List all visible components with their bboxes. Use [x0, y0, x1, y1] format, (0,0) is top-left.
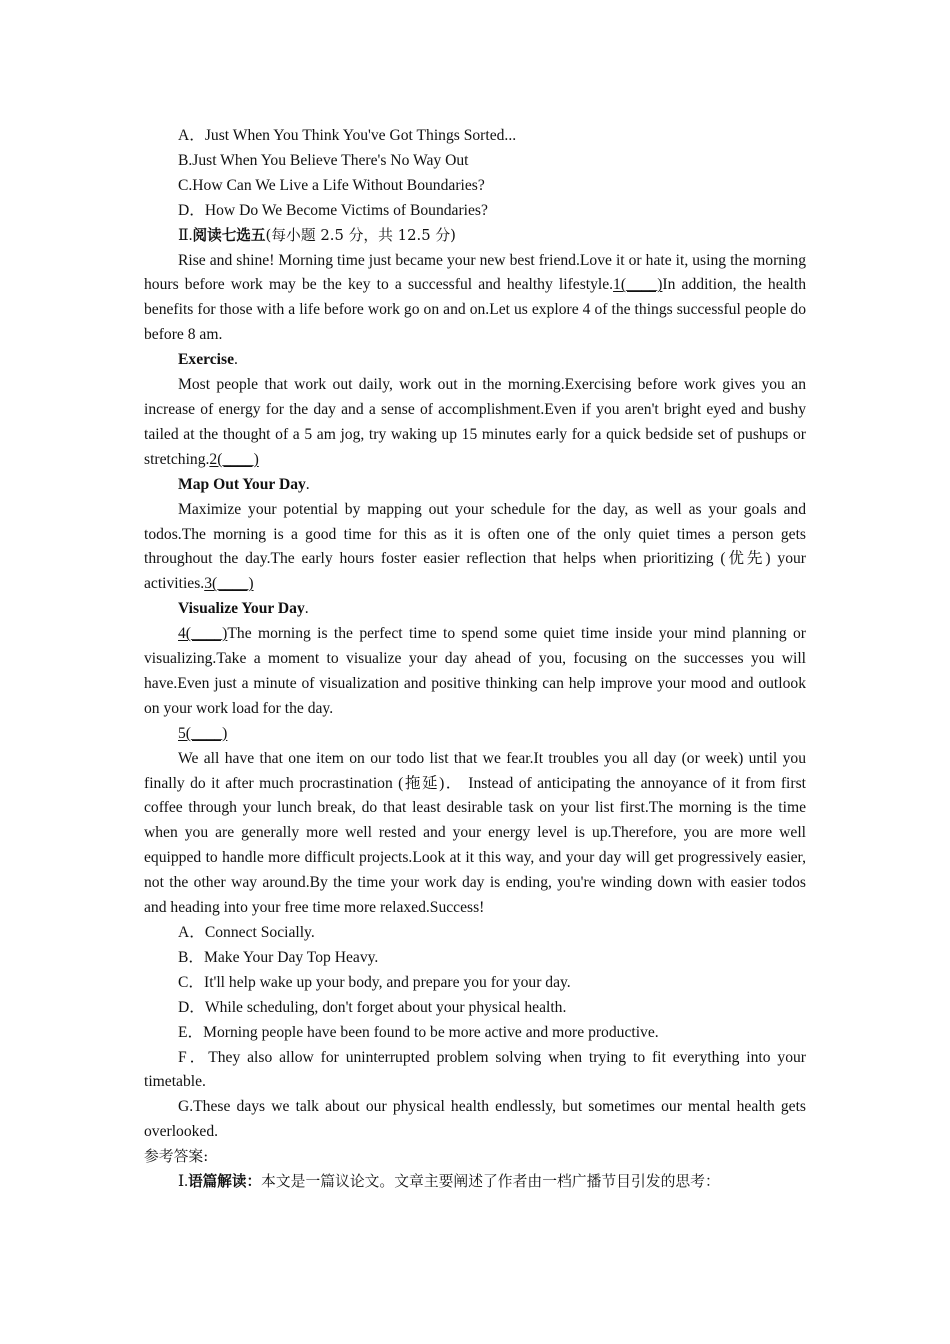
- visualize-heading-punct: .: [304, 600, 309, 618]
- answer-text: 本文是一篇议论文。文章主要阐述了作者由一档广播节目引发的思考：: [261, 1173, 720, 1191]
- section-prefix: Ⅱ.: [178, 226, 193, 244]
- option-e: E．Morning people have been found to be more active and more productive.: [178, 1023, 659, 1041]
- option-f: F．They also allow for uninterrupted problem solving when trying to fit everything into your timetable.: [144, 1048, 806, 1091]
- prev-option-b: B.Just When You Believe There's No Way Out: [178, 151, 469, 169]
- exercise-text: Most people that work out daily, work out in the morning.Exercising before work gives you an increase of energy for the day and a sense of accomplishment.Even if you aren't bright eyed and bushy tailed at the thought of a 5 am jog, try waking up 15 minutes early for a quick bedside set of pushups or stretching.: [144, 376, 806, 468]
- todo-paragraph: We all have that one item on our todo list that we fear.It troubles you all day (or week) until you finally do it after much procrastination (拖延)． Instead of anticipating the annoyance of it from first coffee through your lunch break, do that least desirable task on your list first.The morning is the time when you are generally more well rested and your energy level is up.Therefore, you are more well equipped to handle more difficult projects.Look at it this way, and your day will get progressively easier, not the other way around.By the time your work day is ending, you're winding down with easier todos and heading into your free time more relaxed.Success!: [144, 749, 806, 917]
- exercise-heading-punct: .: [234, 351, 238, 369]
- blank-4: 4(____): [178, 625, 228, 643]
- section-heading: [144, 224, 806, 249]
- blank-2: 2(____): [209, 450, 259, 468]
- document-page: [144, 124, 806, 1195]
- exercise-heading: [144, 348, 806, 373]
- blank-3: 3(____): [204, 575, 254, 593]
- intro-text-before: Rise and shine! Morning time just became your new best friend.Love it or hate it, using the morning hours before work may be the key to a successful and healthy lifestyle.: [144, 251, 806, 294]
- option-d: D．While scheduling, don't forget about your physical health.: [178, 998, 567, 1016]
- map-out-paragraph: [144, 498, 806, 598]
- answer-paragraph: [144, 1170, 806, 1195]
- visualize-paragraph: [144, 622, 806, 722]
- intro-paragraph: [144, 249, 806, 349]
- answer-prefix: Ⅰ.: [178, 1173, 189, 1191]
- section-title: 阅读七选五: [192, 226, 266, 244]
- prev-option-d: D．How Do We Become Victims of Boundaries?: [178, 201, 488, 219]
- option-g: G.These days we talk about our physical health endlessly, but sometimes our mental health gets overlooked.: [144, 1098, 806, 1141]
- map-out-heading-punct: .: [305, 475, 310, 493]
- prev-option-a: A．Just When You Think You've Got Things Sorted...: [178, 127, 517, 144]
- option-a: A．Connect Socially.: [178, 924, 315, 941]
- exercise-heading-text: Exercise: [178, 351, 235, 369]
- option-c: C．It'll help wake up your body, and prepare you for your day.: [178, 973, 571, 991]
- visualize-text: The morning is the perfect time to spend some quiet time inside your mind planning or visualizing.Take a moment to visualize your day ahead of you, focusing on the successes you will have.Even just a minute of visualization and positive thinking can help improve your mood and outlook on your work load for the day.: [144, 625, 806, 717]
- intro-text-after: In addition, the health benefits for those with a life before work go on and on.Let us explore 4 of the things successful people do before 8 am.: [144, 276, 806, 344]
- map-out-heading-text: Map Out Your Day: [178, 475, 306, 493]
- visualize-heading: [144, 597, 806, 622]
- map-out-heading: [144, 473, 806, 498]
- option-b: B．Make Your Day Top Heavy.: [178, 948, 379, 966]
- blank-5: 5(____): [178, 724, 228, 742]
- visualize-heading-text: Visualize Your Day: [178, 600, 305, 618]
- exercise-paragraph: [144, 373, 806, 473]
- map-out-text: Maximize your potential by mapping out your schedule for the day, as well as your goals and todos.The morning is a good time for this as it is often one of the only quiet times a person gets throughout the day.The early hours foster easier reflection that helps when prioritizing (优先) your activities.: [144, 500, 806, 593]
- blank-5-line: [144, 722, 806, 747]
- prev-option-c: C.How Can We Live a Life Without Boundaries?: [178, 176, 485, 194]
- answer-label-bold: 语篇解读：: [188, 1173, 262, 1191]
- blank-1: 1(____): [613, 276, 663, 294]
- answer-label: 参考答案:: [144, 1148, 209, 1166]
- section-score: (每小题 2.5 分，共 12.5 分): [265, 226, 456, 244]
